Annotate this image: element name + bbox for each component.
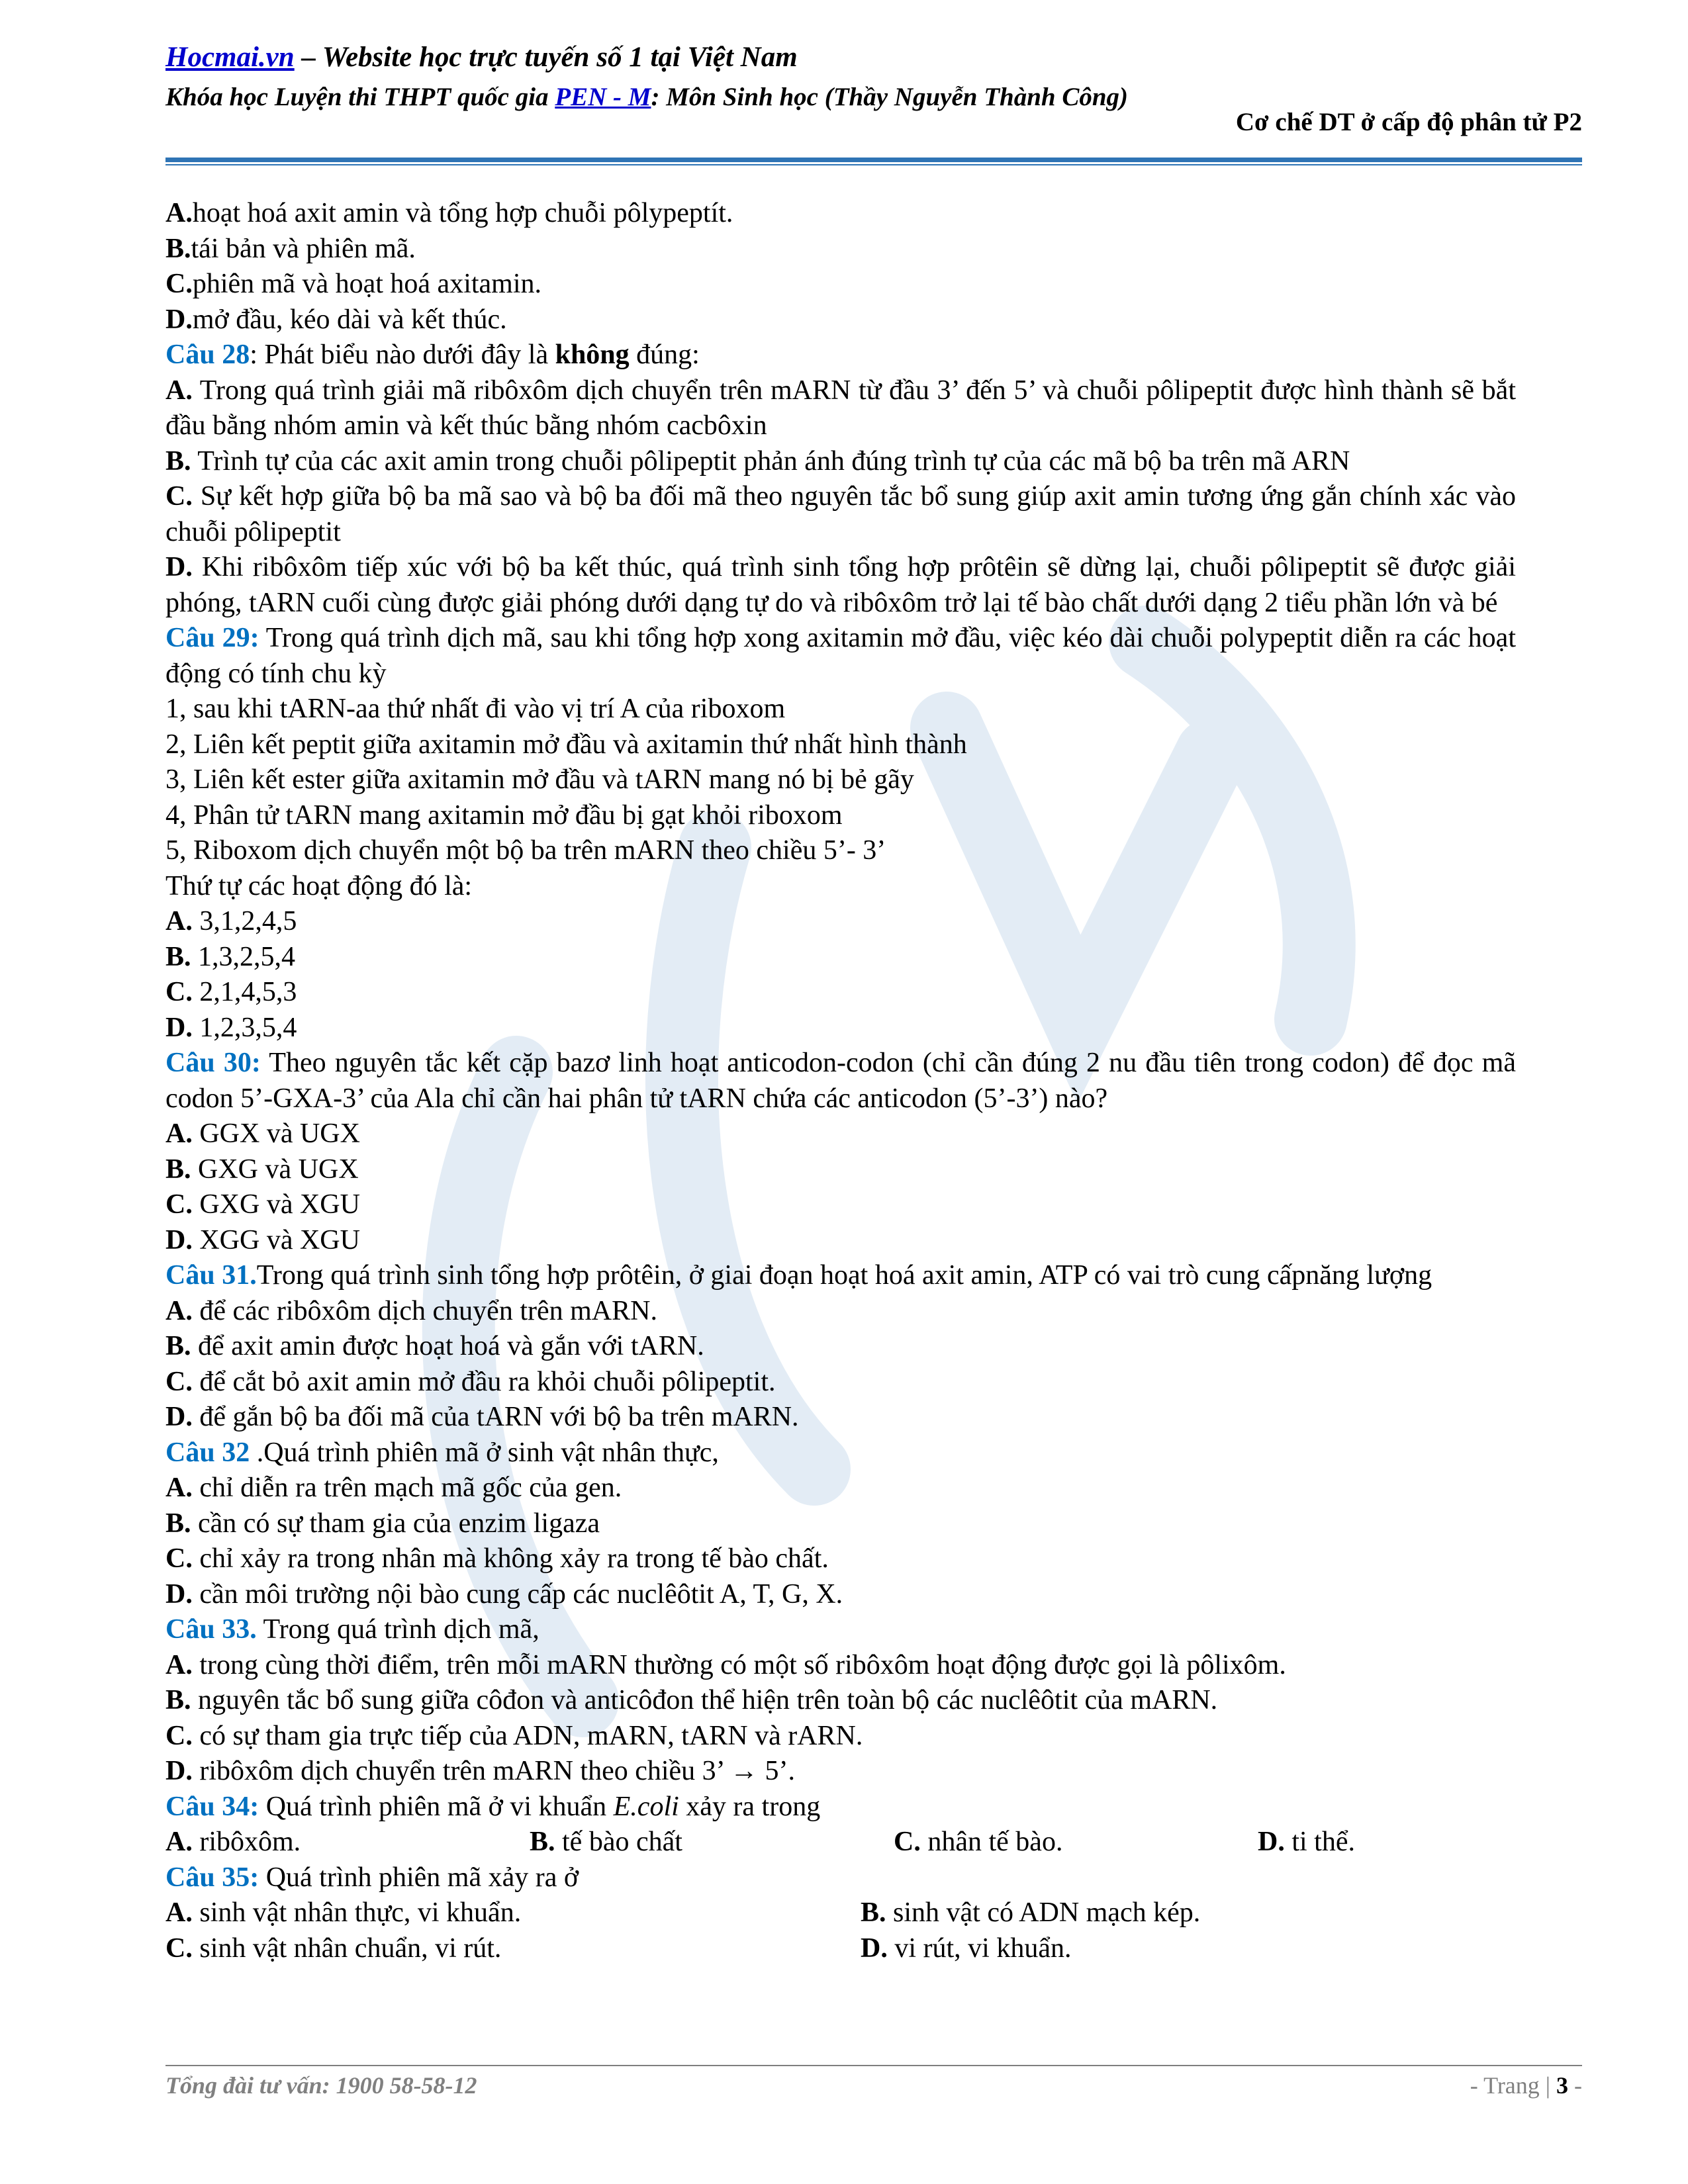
q34-option-c: C. nhân tế bào. <box>894 1827 1063 1857</box>
q28-prompt: Câu 28: Phát biểu nào dưới đây là không đúng: <box>165 340 700 370</box>
q27-option-a: A.hoạt hoá axit amin và tổng hợp chuỗi pôlypeptít. <box>165 198 733 228</box>
q33-option-c: C. có sự tham gia trực tiếp của ADN, mARN, tARN và rARN. <box>165 1720 863 1751</box>
page-header <box>165 41 1582 136</box>
q29-option-b: B. 1,3,2,5,4 <box>165 941 296 972</box>
q32-option-d: D. cần môi trường nội bào cung cấp các nuclêôtit A, T, G, X. <box>165 1578 843 1610</box>
q35-prompt: Câu 35: Quá trình phiên mã xảy ra ở <box>165 1862 579 1893</box>
q33-option-b: B. nguyên tắc bổ sung giữa côđon và anticôđon thể hiện trên toàn bộ các nuclêôtit của mARN. <box>165 1685 1218 1715</box>
topic-title: Cơ chế DT ở cấp độ phân tử P2 <box>1235 108 1582 136</box>
q28-option-d: D. Khi ribôxôm tiếp xúc với bộ ba kết thúc, quá trình sinh tổng hợp prôtêin sẽ dừng lại, chuỗi pôlipeptit sẽ được giải phóng, tARN cuối cùng được giải phóng dưới dạng tự do và ribôxôm trở lại tế bào chất dưới dạng 2 tiểu phần lớn và bé <box>165 552 1516 618</box>
q29-step-3: 3, Liên kết ester giữa axitamin mở đầu và tARN mang nó bị bẻ gãy <box>165 764 914 795</box>
q31-prompt: Câu 31.Trong quá trình sinh tổng hợp prôtêin, ở giai đoạn hoạt hoá axit amin, ATP có vai trò cung cấpnăng lượng <box>165 1260 1432 1291</box>
q34-option-d: D. ti thể. <box>1258 1827 1355 1857</box>
q30-option-d: D. XGG và XGU <box>165 1224 360 1255</box>
q33-option-a: A. trong cùng thời điểm, trên mỗi mARN thường có một số ribôxôm hoạt động được gọi là pôlixôm. <box>165 1649 1286 1680</box>
q34-options-row <box>165 1825 1516 1860</box>
q32-option-b: B. cần có sự tham gia của enzim ligaza <box>165 1508 600 1539</box>
q35-options-row-1 <box>165 1895 1516 1931</box>
header-rule <box>165 158 1582 162</box>
header-rule-thin <box>165 164 1582 165</box>
q33-option-d: D. ribôxôm dịch chuyển trên mARN theo chiều 3’ → 5’. <box>165 1756 796 1786</box>
footer-page-number: - Trang | 3 - <box>1470 2072 1582 2099</box>
site-tagline: – Website học trực tuyến số 1 tại Việt Nam <box>294 42 798 73</box>
q35-option-d: D. vi rút, vi khuẩn. <box>861 1933 1072 1964</box>
q29-step-5: 5, Riboxom dịch chuyển một bộ ba trên mARN theo chiều 5’- 3’ <box>165 835 886 866</box>
q31-option-d: D. để gắn bộ ba đối mã của tARN với bộ ba trên mARN. <box>165 1402 799 1432</box>
q34-option-a: A. ribôxôm. <box>165 1827 301 1857</box>
course-link[interactable]: PEN - M <box>555 83 651 111</box>
course-suffix: : Môn Sinh học (Thầy Nguyễn Thành Công) <box>651 83 1129 111</box>
q27-option-b: B.tái bản và phiên mã. <box>165 233 416 264</box>
q28-option-b: B. Trình tự của các axit amin trong chuỗi pôlipeptit phản ánh đúng trình tự của các mã bộ ba trên mã ARN <box>165 445 1350 477</box>
questions-content <box>165 196 1516 1966</box>
q32-prompt: Câu 32 .Quá trình phiên mã ở sinh vật nhân thực, <box>165 1437 719 1468</box>
q31-option-c: C. để cắt bỏ axit amin mở đầu ra khỏi chuỗi pôlipeptit. <box>165 1366 776 1397</box>
course-title <box>165 82 1172 113</box>
q29-step-4: 4, Phân tử tARN mang axitamin mở đầu bị gạt khỏi riboxom <box>165 799 843 831</box>
site-link[interactable]: Hocmai.vn <box>165 42 295 73</box>
q31-option-a: A. để các ribôxôm dịch chuyển trên mARN. <box>165 1295 657 1326</box>
q30-option-a: A. GGX và UGX <box>165 1118 360 1149</box>
q29-option-a: A. 3,1,2,4,5 <box>165 906 297 936</box>
q34-prompt: Câu 34: Quá trình phiên mã ở vi khuẩn E.coli xảy ra trong <box>165 1791 821 1822</box>
q33-prompt: Câu 33. Trong quá trình dịch mã, <box>165 1614 539 1645</box>
q30-prompt: Câu 30: Theo nguyên tắc kết cặp bazơ linh hoạt anticodon-codon (chỉ cần đúng 2 nu đầu tiên trong codon) để đọc mã codon 5’-GXA-3’ của Ala chỉ cần hai phân tử tARN chứa các anticodon (5’-3’) nào? <box>165 1048 1516 1114</box>
q29-order-prompt: Thứ tự các hoạt động đó là: <box>165 870 473 901</box>
footer-hotline: Tổng đài tư vấn: 1900 58-58-12 <box>165 2072 477 2099</box>
q28-option-c: C. Sự kết hợp giữa bộ ba mã sao và bộ ba đối mã theo nguyên tắc bổ sung giúp axit amin tương ứng gắn chính xác vào chuỗi pôlipeptit <box>165 481 1516 547</box>
q29-option-c: C. 2,1,4,5,3 <box>165 977 297 1007</box>
q27-option-d: D.mở đầu, kéo dài và kết thúc. <box>165 304 507 335</box>
q35-option-b: B. sinh vật có ADN mạch kép. <box>861 1897 1201 1928</box>
q29-step-2: 2, Liên kết peptit giữa axitamin mở đầu và axitamin thứ nhất hình thành <box>165 729 967 760</box>
q32-option-c: C. chỉ xảy ra trong nhân mà không xảy ra trong tế bào chất. <box>165 1543 829 1574</box>
q35-option-a: A. sinh vật nhân thực, vi khuẩn. <box>165 1897 522 1928</box>
q29-step-1: 1, sau khi tARN-aa thứ nhất đi vào vị trí A của riboxom <box>165 694 786 724</box>
q27-option-c: C.phiên mã và hoạt hoá axitamin. <box>165 269 542 299</box>
q30-option-c: C. GXG và XGU <box>165 1189 360 1220</box>
q35-option-c: C. sinh vật nhân chuẩn, vi rút. <box>165 1933 502 1964</box>
q29-option-d: D. 1,2,3,5,4 <box>165 1012 297 1043</box>
q28-option-a: A. Trong quá trình giải mã ribôxôm dịch chuyển trên mARN từ đầu 3’ đến 5’ và chuỗi pôlipeptit được hình thành sẽ bắt đầu bằng nhóm amin và kết thúc bằng nhóm cacbôxin <box>165 375 1516 441</box>
course-prefix: Khóa học Luyện thi THPT quốc gia <box>165 83 555 111</box>
q29-prompt: Câu 29: Trong quá trình dịch mã, sau khi tổng hợp xong axitamin mở đầu, việc kéo dài chuỗi polypeptit diễn ra các hoạt động có tính chu kỳ <box>165 623 1516 689</box>
q30-option-b: B. GXG và UGX <box>165 1154 359 1185</box>
q32-option-a: A. chỉ diễn ra trên mạch mã gốc của gen. <box>165 1473 622 1503</box>
q34-option-b: B. tế bào chất <box>530 1827 682 1857</box>
q35-options-row-2 <box>165 1931 1516 1967</box>
q31-option-b: B. để axit amin được hoạt hoá và gắn với tARN. <box>165 1331 704 1361</box>
header-title-line <box>165 41 1582 73</box>
footer-rule <box>165 2065 1582 2066</box>
